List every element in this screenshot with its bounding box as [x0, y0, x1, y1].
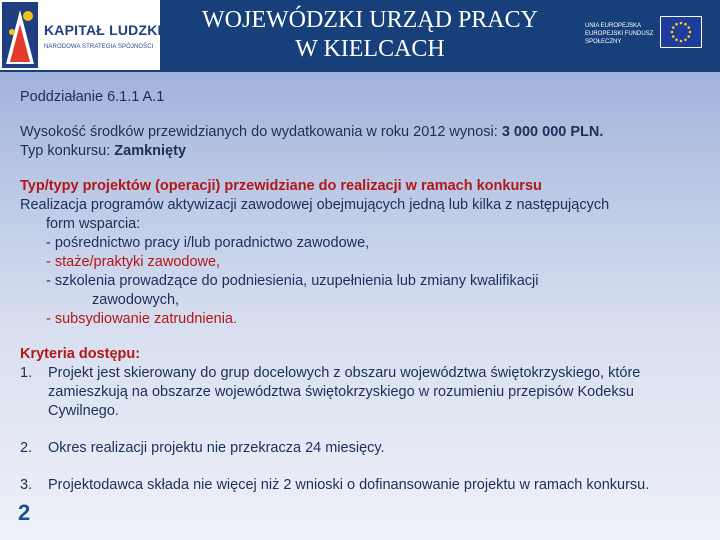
criteria-item-text: Projekt jest skierowany do grup docelowych z obszaru województwa świętokrzyskiego, które zamieszkują na obszarze województwa świętokrzyskiego w rozumieniu przepisów Kodeksu Cywilnego. [48, 365, 641, 419]
criteria-block [20, 345, 700, 495]
eu-star-icon [675, 38, 678, 41]
funding-label: Wysokość środków przewidzianych do wydatkowania w roku 2012 wynosi: [20, 124, 502, 140]
eu-star-icon [684, 38, 687, 41]
eu-star-icon [680, 40, 683, 43]
eu-caption: UNIA EUROPEJSKA EUROPEJSKI FUNDUSZ SPOŁECZNY [585, 23, 654, 45]
eu-star-icon [675, 23, 678, 26]
criteria-heading: Kryteria dostępu: [20, 346, 141, 362]
subaction-title: Poddziałanie 6.1.1 A.1 [20, 89, 165, 105]
project-types-heading: Typ/typy projektów (operacji) przewidziane do realizacji w ramach konkursu [20, 178, 542, 194]
eu-star-icon [680, 22, 683, 25]
page-number: 2 [18, 500, 31, 525]
kapital-ludzki-logo [0, 0, 160, 70]
office-title-line2: W KIELCACH [295, 36, 445, 62]
project-types-intro-line2: form wsparcia: [46, 216, 141, 232]
criteria-item [20, 364, 700, 421]
logo-title: KAPITAŁ LUDZKI [44, 22, 162, 38]
office-title [160, 6, 580, 64]
logo-subtitle: NARODOWA STRATEGIA SPÓJNOŚCI [44, 44, 154, 50]
funding-block [20, 123, 700, 161]
criteria-item-text: Projektodawca składa nie więcej niż 2 wnioski o dofinansowanie projektu w ramach konkursu. [48, 477, 650, 493]
eu-star-icon [672, 26, 675, 29]
eu-star-icon [684, 23, 687, 26]
support-form-item: - pośrednictwo pracy i/lub poradnictwo zawodowe, [46, 235, 370, 251]
criteria-item-number: 3. [20, 477, 33, 493]
list-spacer [20, 458, 700, 476]
contest-type-line [20, 142, 700, 161]
support-form-item: - staże/praktyki zawodowe, [46, 254, 221, 270]
criteria-item-number: 2. [20, 440, 33, 456]
subaction-line [20, 88, 700, 107]
office-title-line1: WOJEWÓDZKI URZĄD PRACY [202, 7, 538, 33]
funding-amount: 3 000 000 PLN. [501, 124, 604, 140]
contest-type-value: Zamknięty [114, 143, 187, 159]
eu-star-icon [671, 31, 674, 34]
project-types-block [20, 177, 700, 329]
criteria-list [20, 364, 700, 495]
header-bar [0, 0, 720, 72]
kapital-ludzki-mark-icon [2, 2, 38, 68]
contest-type-label: Typ konkursu: [20, 143, 115, 159]
criteria-item [20, 439, 700, 458]
criteria-item [20, 476, 700, 495]
eu-flag-icon [660, 16, 702, 48]
support-form-item: - szkolenia prowadzące do podniesienia, uzupełnienia lub zmiany kwalifikacji [46, 273, 539, 289]
criteria-item-number: 1. [20, 365, 33, 381]
support-form-item-continuation: zawodowych, [92, 292, 180, 308]
eu-star-icon [689, 31, 692, 34]
eu-star-icon [672, 35, 675, 38]
project-types-intro-line1: Realizacja programów aktywizacji zawodowej obejmujących jedną lub kilka z następujących [20, 197, 610, 213]
support-form-item: - subsydiowanie zatrudnienia. [46, 311, 238, 327]
eu-star-icon [687, 35, 690, 38]
main-content [20, 88, 700, 495]
funding-amount-line [20, 123, 700, 142]
criteria-item-text: Okres realizacji projektu nie przekracza 24 miesięcy. [48, 440, 385, 456]
eu-star-icon [687, 26, 690, 29]
list-spacer [20, 421, 700, 439]
